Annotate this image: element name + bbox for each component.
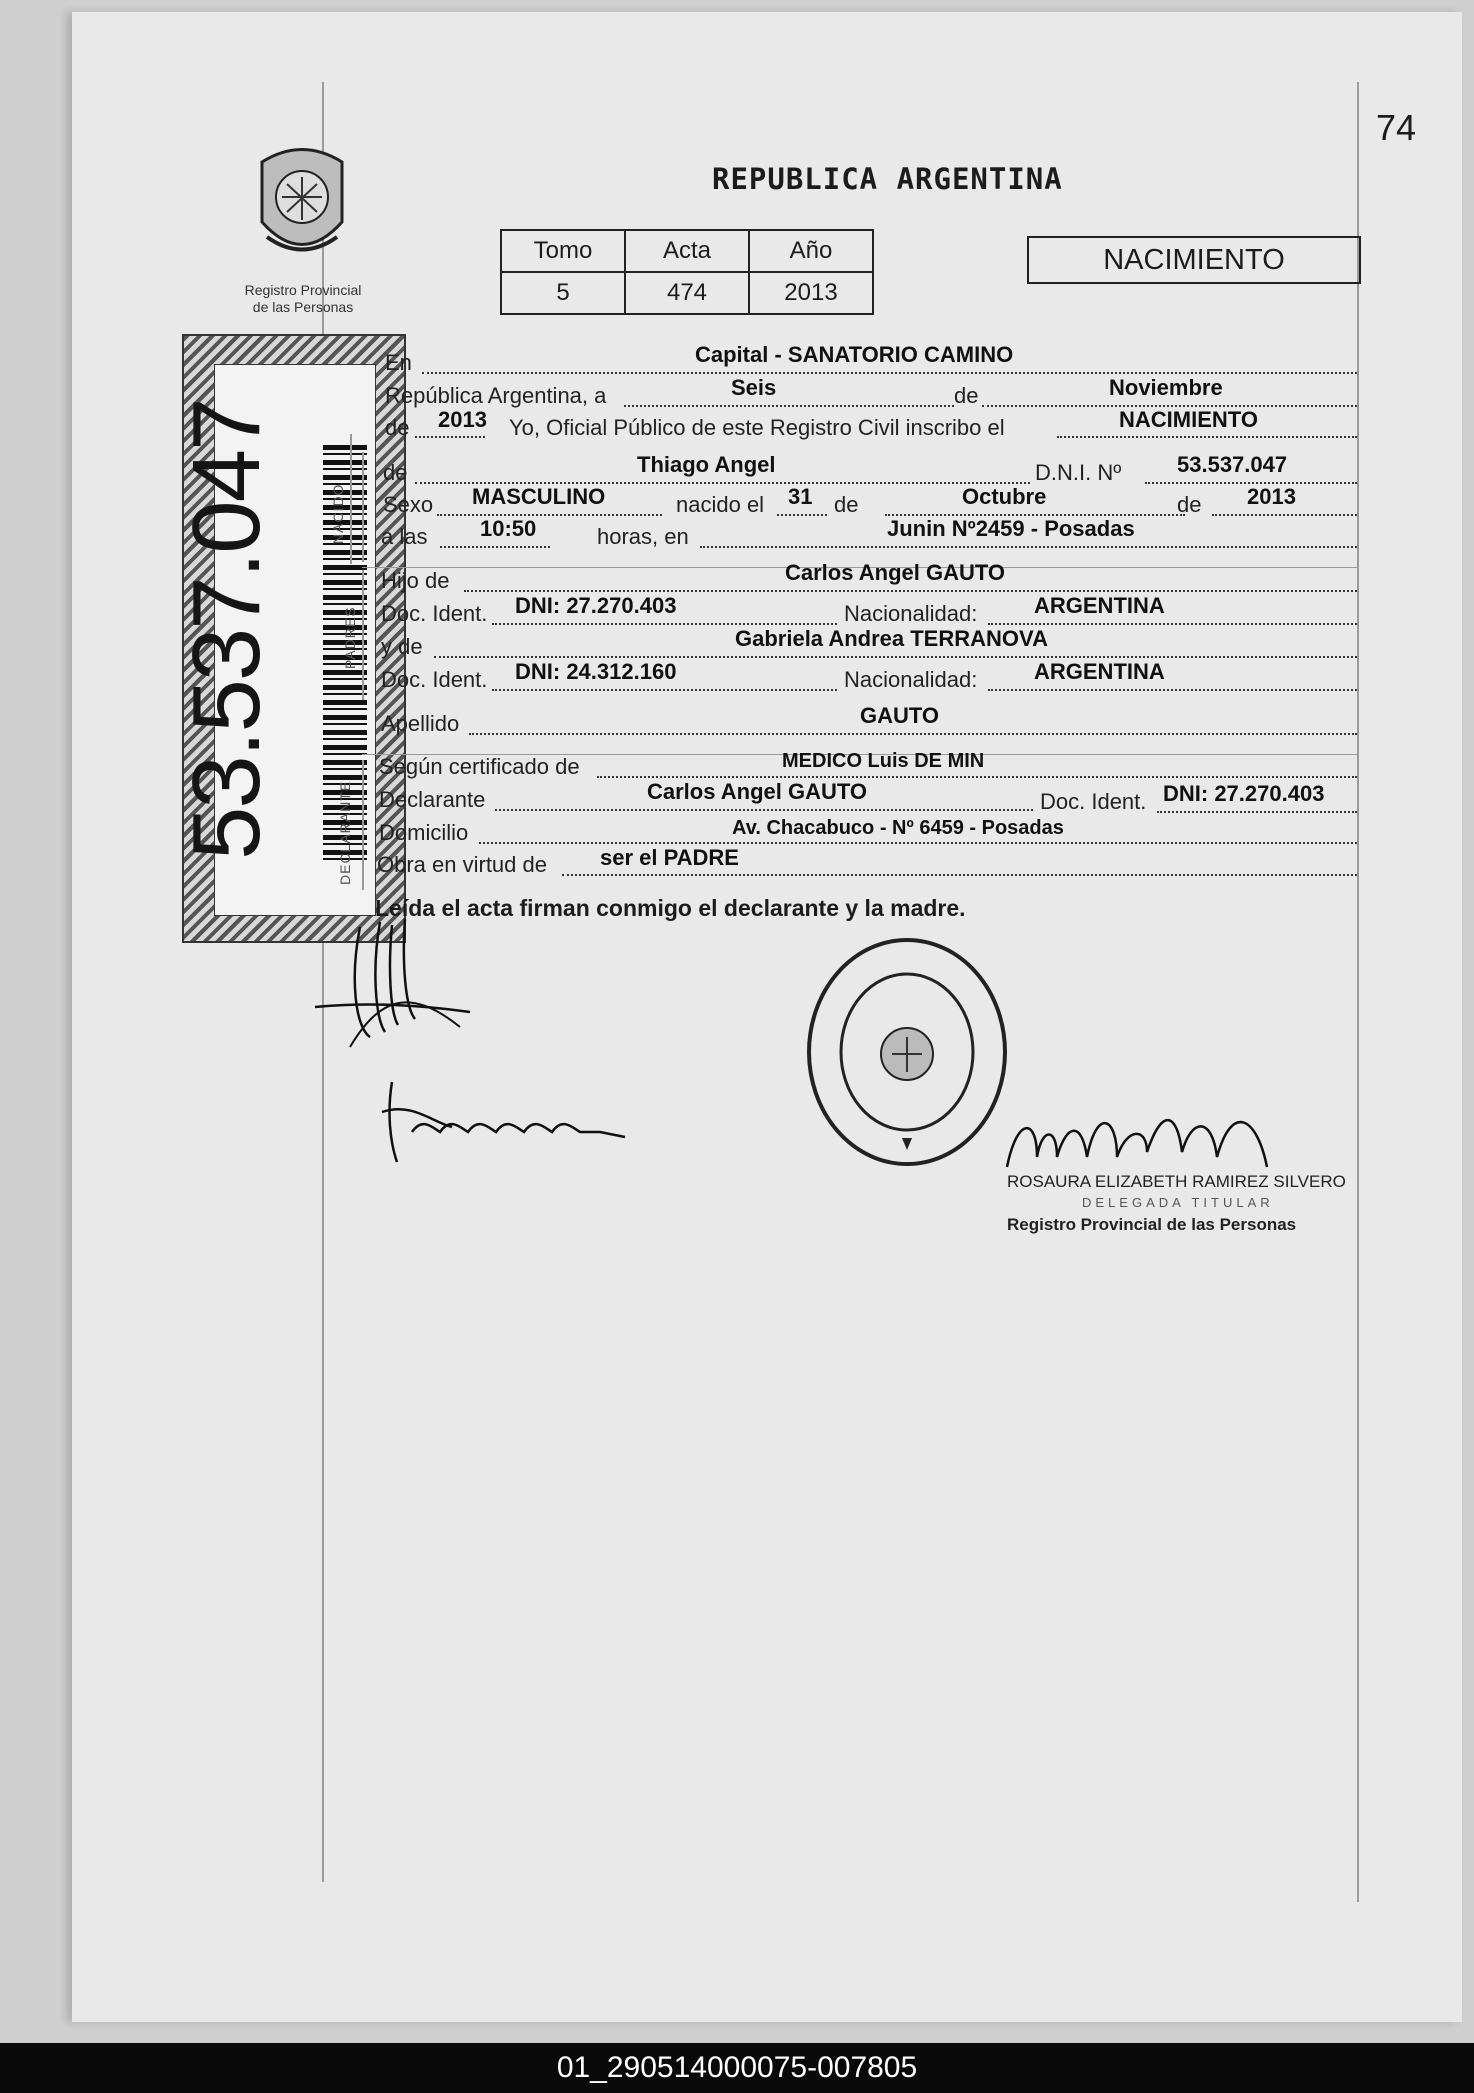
value-declarante-doc: DNI: 27.270.403 [1163,781,1325,806]
label-hijo: Hijo de [381,568,450,593]
label-apellido: Apellido [381,711,460,736]
label-de-year: de [385,415,410,440]
official-office: Registro Provincial de las Personas [1007,1215,1297,1234]
label-yo: Yo, Oficial Público de este Registro Civil inscribo el [509,415,1005,440]
label-de-month: de [954,383,979,408]
label-obra: Obra en virtud de [377,852,547,877]
section-bar-nacido [362,452,364,562]
side-label-nacido: NACIDO [330,483,346,544]
label-yde: y de [381,634,423,659]
label-horas: horas, en [597,524,689,549]
value-mother: Gabriela Andrea TERRANOVA [735,626,1048,651]
label-sexo: Sexo [383,492,434,517]
dots-declarante-doc [1157,811,1357,813]
label-dni: D.N.I. Nº [1035,460,1122,485]
section-bar-padres [362,570,364,700]
right-margin-line [1357,82,1359,1902]
official-role: DELEGADA TITULAR [1082,1195,1274,1210]
registry-table [500,229,874,315]
signature-madre-icon [372,1072,692,1177]
record-type-box: NACIMIENTO [1027,236,1361,284]
value-day: Seis [731,375,777,400]
footer-code: 01_290514000075-007805 [556,2051,918,2084]
table-value-tomo: 5 [501,272,625,314]
value-birth-month: Octubre [962,484,1047,509]
value-apellido: GAUTO [860,703,940,728]
label-declarante: Declarante [379,787,486,812]
footer-bar [0,2043,1474,2093]
label-alas: a las [381,524,428,549]
side-label-declarante: DECLARANTE [337,780,353,885]
side-label-padres: PADRES [342,606,358,669]
value-mother-doc: DNI: 24.312.160 [515,659,677,684]
label-domicilio: Domicilio [379,820,469,845]
value-father: Carlos Angel GAUTO [785,560,1006,585]
section-divider-1 [350,434,352,564]
value-declarante: Carlos Angel GAUTO [647,779,868,804]
label-de-birth-month: de [834,492,859,517]
document-title: REPUBLICA ARGENTINA [712,162,1063,196]
dots-place [700,546,1357,548]
dots-segun [597,776,1357,778]
dots-mother-doc [492,689,837,691]
dots-inscribe [1057,436,1357,438]
value-domicilio: Av. Chacabuco - Nº 6459 - Posadas [732,817,1064,839]
value-birth-day: 31 [788,484,813,509]
label-nac-mother: Nacionalidad: [844,667,978,692]
label-doc-mother: Doc. Ident. [381,667,488,692]
value-month: Noviembre [1109,375,1223,400]
value-inscribe: NACIMIENTO [1119,407,1258,432]
dots-domicilio [479,842,1357,844]
value-time: 10:50 [480,516,537,541]
registry-caption [222,282,384,316]
value-dni: 53.537.047 [1177,452,1288,477]
dots-father-doc [492,623,837,625]
dots-mother-nat [988,689,1357,691]
dots-father [464,590,1357,592]
dots-declarante [495,809,1033,811]
registry-caption-line2: de las Personas [252,299,354,315]
document-page [72,12,1462,2022]
dots-en [422,372,1357,374]
section-bar-declarante [362,760,364,890]
label-declarante-doc: Doc. Ident. [1040,789,1147,814]
dots-time [440,546,550,548]
official-name: ROSAURA ELIZABETH RAMIREZ SILVERO [1007,1172,1346,1191]
dots-obra [562,874,1357,876]
signature-declarante-icon [310,907,480,1062]
dots-father-nat [988,623,1357,625]
dots-sexo [437,514,662,516]
dots-day [624,405,954,407]
value-en: Capital - SANATORIO CAMINO [695,342,1014,367]
dots-birth-day [777,514,827,516]
page-number: 74 [1376,107,1417,148]
value-mother-nat: ARGENTINA [1034,659,1165,684]
label-segun: Según certificado de [379,754,580,779]
value-segun: MEDICO Luis DE MIN [782,750,985,772]
dots-mother [434,656,1357,658]
value-sexo: MASCULINO [472,484,606,509]
dots-apellido [469,733,1357,735]
dots-birth-year [1212,514,1357,516]
dots-year [415,436,485,438]
closing-statement: Leída el acta firman conmigo el declarante y la madre. [375,895,966,921]
label-de-name: de [383,460,408,485]
value-place: Junin Nº2459 - Posadas [887,516,1135,541]
value-year: 2013 [438,407,487,432]
value-father-doc: DNI: 27.270.403 [515,593,677,618]
barcode-number: 53.537.047 [173,399,280,860]
value-obra: ser el PADRE [600,845,739,870]
registry-caption-line1: Registro Provincial [244,282,362,298]
table-header-tomo: Tomo [501,230,625,272]
table-value-acta: 474 [625,272,749,314]
province-seal-icon [242,142,362,272]
label-nacido: nacido el [676,492,765,517]
label-en: En [385,350,412,375]
value-father-nat: ARGENTINA [1034,593,1165,618]
official-stamp-icon [802,932,1012,1172]
label-doc-father: Doc. Ident. [381,601,488,626]
label-republica: República Argentina, a [385,383,607,408]
value-birth-year: 2013 [1247,484,1296,509]
value-name: Thiago Angel [637,452,776,477]
table-value-ano: 2013 [749,272,873,314]
table-header-ano: Año [749,230,873,272]
label-nac-father: Nacionalidad: [844,601,978,626]
label-de-birth-year: de [1177,492,1202,517]
table-header-acta: Acta [625,230,749,272]
